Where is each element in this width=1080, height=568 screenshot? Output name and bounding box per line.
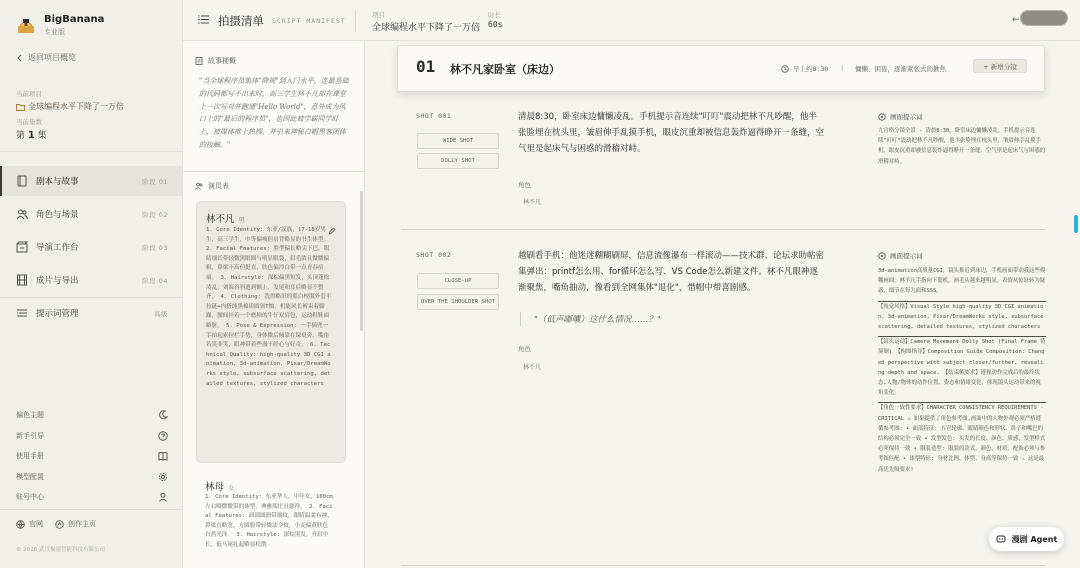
synopsis-text: "当全球程序员集体"降规"到入门水平，连最基础的代码都写不出来时，高三学生林不凡却在课堂上一次写对并跑通"Hello World"，意外成为风口上的"最后的程序员"，也因此被学霸同学盯上，被媒体推上热搜，并引来神秘白帽黑客团体的接触。" bbox=[199, 77, 349, 149]
util-label: 使用手册 bbox=[16, 452, 44, 460]
chevron-left-icon bbox=[16, 54, 22, 62]
nav-item-script[interactable] bbox=[0, 166, 182, 196]
agent-label: 漫剧 Agent bbox=[1011, 534, 1058, 544]
prompt-header bbox=[878, 251, 923, 260]
character-name-text: 林母 bbox=[205, 482, 225, 493]
duration-value: 60s bbox=[488, 20, 503, 29]
shot-label: SHOT 002 bbox=[416, 251, 452, 259]
characters-icon bbox=[16, 208, 28, 220]
current-project[interactable] bbox=[16, 101, 124, 112]
nav-advanced-tag: 高级 bbox=[154, 309, 168, 318]
character-description: 1. Core Identity: 东亚/汉族，17-18岁男生，高三学生，中等偏瘦但肩背略显的书生体型。 2. Facial Features: 脸型偏长略尖下巴，眼睛细长带轻微黑眼圈与明显眼袋，眉毛浓且微微偏粗，鼻梁不高但挺直，肤色偏冷白带一点青春痘痕。 3. Hairstyle: 深棕偏黑短发，头顶蓬松凌乱，刘海斜斜遮到额上，发尾和耳后略显不整齐。 4. Clothing: 洗得略旧的蓝白校服外套半拉链+内搭纯黑棉质圆领T恤，机能风长裤束着脚踝，腰间挂着一个磨损的牛仔双肩包，运动鞋鞋面略脏。 5. Pose & Expression: 一手插兜一手拍起索拉栏手势，身体微后倾靠在课桌旁，嘴角若笑非笑，眼神带着些漫不经心与好奇。 6. Technical Quality: high-quality 3D CGI animation, 3d-animation, Pixar/DreamWorks style, subsurface scattering, detailed textures, stylized characters bbox=[206, 227, 332, 387]
nav-label: 剧本与故事 bbox=[36, 177, 79, 187]
dialogue-line[interactable]: "（低声嘟囔）这什么情况……？" bbox=[534, 315, 661, 325]
quote-bar bbox=[520, 312, 521, 326]
header-divider bbox=[355, 10, 356, 32]
shot-divider bbox=[401, 229, 1045, 230]
shot-divider bbox=[401, 565, 1045, 566]
synopsis-header bbox=[195, 56, 236, 66]
current-project-name: 全球编程水平下降了一万倍 bbox=[28, 102, 124, 111]
prompt-label: 画面提示词 bbox=[890, 113, 923, 121]
shot-type-tag[interactable]: CLOSE-UP bbox=[417, 273, 499, 289]
nav-stage-tag: 阶段 03 bbox=[142, 243, 168, 252]
main-scrollbar[interactable] bbox=[1074, 215, 1078, 233]
project-field-value: 全球编程水平下降了一万倍 bbox=[372, 23, 481, 33]
nav-label: 提示词管理 bbox=[36, 309, 79, 319]
character-gender: 男 bbox=[238, 216, 246, 224]
director-icon bbox=[16, 241, 28, 253]
episode-suffix: 集 bbox=[37, 131, 47, 141]
cast-label: 演员表 bbox=[208, 182, 229, 190]
episode-number: 1 bbox=[27, 130, 35, 141]
nav-item-prompts[interactable] bbox=[0, 298, 182, 328]
add-shot-button[interactable]: + 新增分镜 bbox=[973, 59, 1027, 73]
util-guide[interactable] bbox=[16, 431, 168, 441]
creator-home-link[interactable] bbox=[55, 519, 96, 529]
scene-mood: 慵懒、困倦，逐渐紧张式的揪焦 bbox=[855, 65, 946, 73]
shot-movement-tag[interactable]: DOLLY SHOT bbox=[417, 153, 499, 169]
character-name bbox=[205, 479, 235, 493]
script-main bbox=[366, 41, 1080, 568]
util-label: 模型配置 bbox=[16, 473, 44, 481]
duration-label: 时长 bbox=[488, 11, 501, 19]
script-icon bbox=[16, 175, 28, 187]
current-project-label: 当前项目 bbox=[16, 90, 42, 98]
brand-name: BigBanana bbox=[44, 14, 105, 25]
user-icon bbox=[158, 492, 168, 502]
prompt-block: 3d-animation高质量CGI，镜头推近到床边，手机画面带动我这些模糊画面，林不凡手指向下划机，画毛从越来越明显，表情从惊讶转为疑惑，细节在每九面和SSS。 bbox=[878, 268, 1046, 295]
nav-item-export[interactable] bbox=[0, 265, 182, 295]
current-episode bbox=[16, 128, 47, 141]
scene-separator: | bbox=[841, 64, 844, 72]
nav-item-director[interactable] bbox=[0, 232, 182, 262]
back-arrow-button[interactable]: ← bbox=[1012, 15, 1020, 25]
scene-time bbox=[781, 64, 828, 73]
footer-links bbox=[16, 519, 96, 529]
image-prompt-icon bbox=[878, 252, 886, 260]
prompt-block: 【角色一致性要求】CHARACTER CONSISTENCY REQUIREMENTS - CRITICAL ⚠ 如果提供了角色参考图,画面中的人物外观必须严格遵循参考图: • 面部特征: 五官轮廓、眼睛颜色和形状、鼻子和嘴巴的结构必须完全一致 • 发型发色: 头发的长度、颜色、质感、发型样式必须保持一致 • 服装造型: 服装的款式、颜色、材质、配饰必须与参考图匹配 • 体型特征: 身材比例、体型、身高等保持一致 ⚠ 这是最高优先级要求! bbox=[878, 405, 1046, 473]
brand[interactable] bbox=[16, 14, 104, 37]
back-to-projects-link[interactable] bbox=[16, 52, 76, 63]
prompt-block: 九宫格分镜全景 - 清晨8:30，卧室床边慵懒凌乱。手机提示音连续"叮叮"震动把林不凡吵醒，他半张脸埋在枕头里，皱眉伸手乱摸手机，眼皮沉重却被信息轰炸逼得睁开一条缝，空气里是起床气与困惑的滑稽对峙。 bbox=[878, 128, 1046, 165]
scene-header-card bbox=[397, 45, 1045, 92]
nav-label: 角色与场景 bbox=[36, 210, 79, 220]
creator-home-label: 创作主页 bbox=[68, 520, 96, 528]
top-bar bbox=[183, 0, 1080, 41]
nav-stage-tag: 阶段 04 bbox=[142, 276, 168, 285]
nav-label: 导演工作台 bbox=[36, 243, 79, 253]
agent-button[interactable] bbox=[989, 527, 1064, 551]
character-description: 1. Core Identity: 东亚华人，中年女，160cm左右略微微带的体型，典雅端庄且慈祥。 2. Facial Features: 面部圆润带细纹，眼睛温柔有神，鼻梁直略宽，方圆脸带轻微法令纹，小麦偏黄肤色自然光泽。 3. Hairstyle: 深棕黑发，齐肩中长，低马尾扎起略显松散 bbox=[205, 494, 333, 548]
cast-header bbox=[195, 181, 229, 191]
role-tag[interactable]: 林不凡 bbox=[523, 199, 542, 206]
character-card[interactable] bbox=[196, 201, 346, 463]
character-name bbox=[206, 211, 245, 225]
scene-title: 林不凡家卧室（床边） bbox=[450, 63, 560, 76]
sidebar bbox=[0, 0, 183, 568]
nav-label: 成片与导出 bbox=[36, 276, 79, 286]
page-subtitle: SCRIPT MANIFEST bbox=[272, 17, 346, 25]
project-field-label: 项目 bbox=[372, 11, 385, 19]
util-manual[interactable] bbox=[16, 451, 168, 461]
current-episode-label: 当前集数 bbox=[16, 118, 42, 126]
prompt-list-icon bbox=[16, 307, 28, 319]
list-icon[interactable] bbox=[198, 15, 209, 24]
moon-icon bbox=[158, 410, 168, 420]
scene-number: 01 bbox=[416, 57, 436, 76]
nav-stage-tag: 阶段 02 bbox=[142, 210, 168, 219]
brand-logo-icon bbox=[16, 16, 36, 36]
globe-icon bbox=[16, 520, 25, 529]
prompt-label: 画面提示词 bbox=[890, 252, 923, 260]
page-title: 拍摄清单 bbox=[218, 14, 264, 28]
shot-label: SHOT 001 bbox=[416, 112, 452, 120]
cast-icon bbox=[195, 182, 203, 190]
character-name-text: 林不凡 bbox=[206, 214, 235, 225]
util-theme[interactable] bbox=[16, 410, 168, 420]
sidebar-divider bbox=[0, 151, 182, 152]
clock-icon bbox=[781, 65, 789, 73]
util-label: 偏色主题 bbox=[16, 411, 44, 419]
creator-icon bbox=[55, 520, 64, 529]
episode-prefix: 第 bbox=[16, 131, 26, 141]
brand-edition: 专业版 bbox=[44, 28, 65, 36]
sidebar-divider bbox=[0, 509, 182, 510]
website-link[interactable] bbox=[16, 519, 43, 529]
prompt-header bbox=[878, 112, 923, 121]
help-icon bbox=[158, 431, 168, 441]
synopsis-label: 故事梗概 bbox=[208, 57, 236, 65]
character-gender: 女 bbox=[228, 484, 235, 492]
toggle-pill[interactable] bbox=[1021, 11, 1067, 25]
nav-item-characters[interactable] bbox=[0, 199, 182, 229]
util-label: 账号中心 bbox=[16, 493, 44, 501]
util-label: 新手引导 bbox=[16, 432, 44, 440]
agent-icon bbox=[996, 534, 1006, 544]
role-label: 角色 bbox=[518, 181, 531, 189]
prompt-body[interactable] bbox=[878, 126, 1046, 167]
util-account[interactable] bbox=[16, 492, 168, 502]
prompt-block: 【视觉风格】Visual Style high-quality 3D CGI animation, 3d-animation, Pixar/DreamWorks style, subsurface scattering, detailed textures, stylized characters bbox=[878, 303, 1044, 331]
nav-stage-tag: 阶段 01 bbox=[142, 177, 168, 186]
story-divider bbox=[183, 171, 365, 172]
prompt-block: 【镜头运动】Camera Movement Dolly Shot (Final Frame 情境制) 【构图指导】Composition Guide Composition: Changed perspective with subject closer/further, revealing depth and space. 【结束帧要求】遵视动作完成后的最终状态,人物/物体的动作位置、姿态和情绪变化，体现镜头运动带来的视角变化。 bbox=[878, 339, 1046, 397]
prompt-body[interactable] bbox=[878, 266, 1046, 475]
util-model-config[interactable] bbox=[16, 472, 168, 482]
story-scrollbar[interactable] bbox=[360, 191, 363, 331]
copyright: © 2026 武汉极速智能科技有限公司 bbox=[16, 547, 105, 553]
shot-description[interactable]: 清晨8:30，卧室床边慵懒凌乱。手机提示音连续"叮叮"震动把林不凡吵醒，他半张脸埋在枕头里，皱眉伸手乱摸手机，眼皮沉重却被信息轰炸逼得睁开一条缝，空气里是起床气与困惑的滑稽对峙。 bbox=[518, 112, 825, 154]
folder-icon bbox=[16, 103, 25, 111]
website-label: 官网 bbox=[29, 520, 43, 528]
story-panel bbox=[183, 41, 365, 568]
film-icon bbox=[16, 274, 28, 286]
role-label: 角色 bbox=[518, 345, 531, 353]
scene-time-text: 早上约8:30 bbox=[793, 65, 829, 73]
back-label: 返回项目概览 bbox=[28, 53, 76, 62]
book-icon bbox=[158, 451, 168, 461]
shot-movement-tag[interactable]: OVER THE SHOULDER SHOT bbox=[417, 294, 499, 310]
image-prompt-icon bbox=[878, 113, 886, 121]
shot-type-tag[interactable]: WIDE SHOT bbox=[417, 133, 499, 149]
document-icon bbox=[195, 57, 203, 65]
role-tag[interactable]: 林不凡 bbox=[523, 364, 542, 371]
gear-icon bbox=[158, 472, 168, 482]
shot-description[interactable]: 越刷看手机：他迷迷糊糊刷屏，信息流像瀑布一样滚动——技术群、论坛求助帖密集弹出：printf怎么用、for循环怎么写、VS Code怎么新建文件。林不凡眼神逐渐聚焦，嘴角抽动，像看到全网集体"退化"，惜帽中带喜剧感。 bbox=[518, 251, 825, 293]
